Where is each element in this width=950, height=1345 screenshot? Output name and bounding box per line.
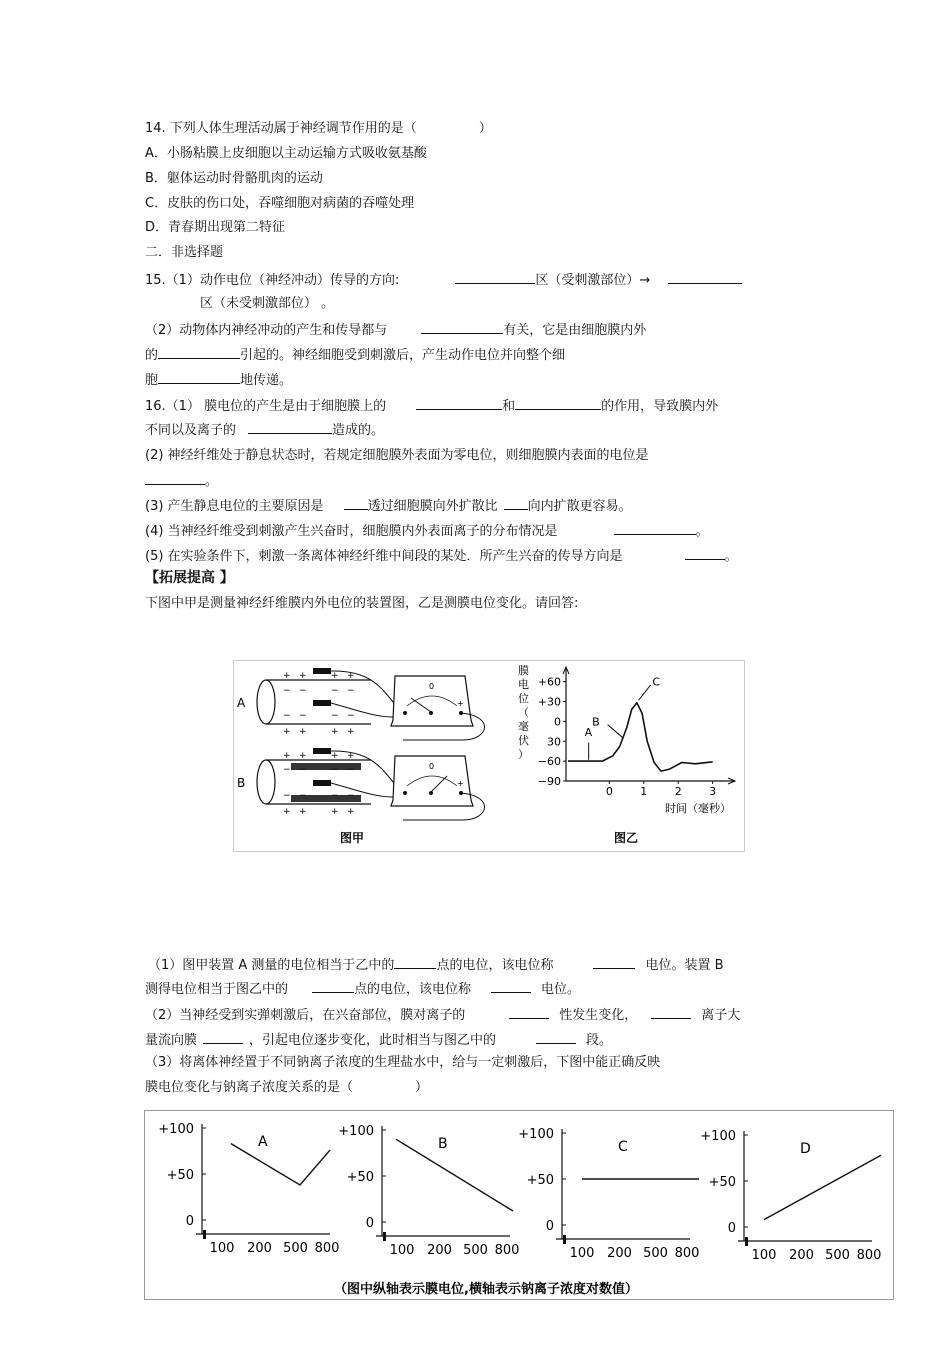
meter-a-terminal — [429, 711, 433, 715]
chart-yi-ylabel — [518, 663, 529, 761]
ylabel-char: 电 — [518, 678, 529, 691]
sub-l6-text: 膜电位变化与钠离子浓度关系的是（ — [145, 1080, 354, 1095]
meter-b-zero: 0 — [429, 762, 435, 771]
mini-title: B — [438, 1136, 448, 1152]
mini-xtick-label: 800 — [674, 1246, 700, 1261]
chart-yi-xtick-label: 3 — [709, 785, 717, 798]
chart-yi-xtick-label: 0 — [605, 785, 613, 798]
sub-l4-mid: ，引起电位逐步变化，此时相当与图乙中的 — [249, 1033, 497, 1048]
charge: + — [347, 751, 355, 761]
electrode-a-inner — [313, 700, 331, 706]
sub-l1-mid: 点的电位，该电位称 — [436, 958, 554, 973]
sub-line5: （3）将离体神经置于不同钠离子浓度的生理盐水中，给与一定刺激后，下图中能正确反映 — [145, 1055, 661, 1070]
charge: + — [283, 727, 291, 737]
figure-1-frame — [234, 661, 745, 852]
chart-yi-ytick-label: +60 — [537, 675, 561, 689]
mini-axis-break — [383, 1232, 386, 1241]
electrode-b-inner — [313, 780, 331, 786]
charge: + — [347, 727, 355, 737]
fiber-b-band — [291, 795, 361, 802]
q15-l4-end: 引起的。神经细胞受到刺激后，产生动作电位并向整个细 — [240, 348, 566, 363]
sub-blank-2[interactable] — [593, 955, 635, 969]
ylabel-char: 伏 — [518, 734, 529, 747]
charge: − — [283, 711, 291, 721]
meter-b-terminal — [429, 791, 433, 795]
charge: − — [299, 686, 307, 696]
sub-l2-text: 测得电位相当于图乙中的 — [145, 982, 289, 997]
q16-blank-8[interactable] — [685, 546, 725, 560]
charge: − — [331, 711, 339, 721]
mini-xtick-label: 100 — [389, 1243, 415, 1258]
q16-l2-text: 不同以及离子的 — [145, 423, 237, 438]
meter-b-plus: + — [457, 779, 464, 788]
charge: + — [283, 751, 291, 761]
chart-yi-xtick-label: 2 — [674, 785, 682, 798]
mini-ytick-label: 0 — [365, 1216, 374, 1231]
chart-yi-label-c: C — [652, 675, 661, 689]
apparatus-b-label: B — [237, 776, 246, 790]
fiber-b-end — [257, 760, 275, 804]
q16-line3: (2) 神经纤维处于静息状态时，若规定细胞膜外表面为零电位，则细胞膜内表面的电位是 — [145, 448, 649, 463]
sub-l2-end: 电位。 — [541, 982, 581, 997]
mini-axis-break — [563, 1235, 566, 1244]
mini-axis-break — [203, 1230, 206, 1239]
meter-a-zero: 0 — [429, 682, 435, 691]
charge: − — [283, 765, 291, 775]
mini-xtick-label: 800 — [494, 1243, 520, 1258]
q16-l5-mid: 透过细胞膜向外扩散比 — [367, 499, 498, 514]
q15-line4 — [145, 345, 565, 365]
sub-blank-6[interactable] — [651, 1005, 691, 1019]
charge: + — [299, 807, 307, 817]
charge: − — [299, 711, 307, 721]
mini-ytick-label: +50 — [708, 1175, 736, 1190]
q16-l7-end: 。 — [724, 549, 738, 564]
q16-line1 — [145, 396, 718, 416]
sub-blank-5[interactable] — [509, 1005, 549, 1019]
mini-xtick-label: 800 — [314, 1241, 340, 1256]
meter-a-plus: + — [457, 699, 464, 708]
sub-line1 — [148, 955, 724, 975]
ylabel-char: 膜 — [518, 664, 529, 677]
q15-line3 — [145, 320, 646, 340]
ylabel-char: 位 — [518, 692, 529, 705]
mini-ytick-label: +100 — [338, 1124, 374, 1139]
q14-option-c: C．皮肤的伤口处，吞噬细胞对病菌的吞噬处理 — [145, 196, 415, 211]
q15-l3-end: 有关，它是由细胞膜内外 — [503, 323, 647, 338]
mini-title: C — [618, 1139, 628, 1155]
ylabel-char: 毫 — [518, 720, 529, 733]
mini-ytick-label: +100 — [518, 1127, 554, 1142]
q14-stem-text: 14. 下列人体生理活动属于神经调节作用的是（ — [145, 121, 417, 136]
q16-blank-2[interactable] — [515, 396, 601, 410]
ylabel-char: ） — [518, 748, 529, 761]
q15-l5-text: 胞 — [145, 373, 159, 388]
charge: + — [299, 727, 307, 737]
mini-xtick-label: 500 — [643, 1246, 668, 1261]
mini-xtick-label: 100 — [209, 1241, 235, 1256]
charge: + — [331, 751, 339, 761]
q16-line4 — [145, 471, 218, 491]
mini-axis-break — [745, 1237, 748, 1246]
mini-xtick-label: 200 — [247, 1241, 272, 1256]
section-heading: 二．非选择题 — [145, 245, 224, 260]
q16-blank-1[interactable] — [416, 396, 502, 410]
mini-ytick-label: 0 — [727, 1221, 736, 1236]
electrode-b-outer — [313, 748, 331, 754]
q15-blank-3[interactable] — [421, 320, 503, 334]
q15-blank-2[interactable] — [668, 270, 742, 284]
caption-yi: 图乙 — [614, 831, 639, 845]
q15-l4-text: 的 — [145, 348, 159, 363]
q16-blank-5[interactable] — [344, 496, 368, 510]
mini-title: D — [800, 1141, 811, 1157]
fiber-a-end — [257, 680, 275, 724]
mini-xtick-label: 500 — [463, 1243, 488, 1258]
q15-l1-mid: 区（受刺激部位）→ — [535, 273, 651, 288]
q16-blank-4[interactable] — [145, 471, 205, 485]
sub-l3-mid: 性发生变化， — [559, 1008, 638, 1023]
charge: + — [283, 807, 291, 817]
q16-l7-text: (5) 在实验条件下，刺激一条离体神经纤维中间段的某处．所产生兴奋的传导方向是 — [145, 549, 623, 564]
sub-blank-8[interactable] — [536, 1030, 576, 1044]
electrode-a-outer — [313, 668, 331, 674]
charge: + — [283, 671, 291, 681]
mini-ytick-label: +50 — [166, 1168, 194, 1183]
charge: + — [331, 807, 339, 817]
q16-l1-end: 的作用，导致膜内外 — [601, 399, 719, 414]
charge: + — [347, 807, 355, 817]
q16-l5-end: 向内扩散更容易。 — [527, 499, 632, 514]
q16-l6-text: (4) 当神经纤维受到刺激产生兴奋时，细胞膜内外表面离子的分布情况是 — [145, 524, 558, 539]
sub-line4 — [145, 1030, 612, 1050]
mini-ytick-label: +100 — [700, 1129, 736, 1144]
q16-blank-3[interactable] — [248, 420, 332, 434]
mini-xtick-label: 200 — [607, 1246, 632, 1261]
mini-ytick-label: +50 — [346, 1170, 374, 1185]
q16-blank-6[interactable] — [504, 496, 528, 510]
q15-line2: 区（未受刺激部位） 。 — [200, 296, 335, 311]
charge: − — [347, 686, 355, 696]
extension-title: 【拓展提高 】 — [145, 570, 234, 586]
sub-l2-mid: 点的电位，该电位称 — [354, 982, 472, 997]
fiber-b-band — [291, 763, 361, 770]
sub-blank-3[interactable] — [312, 979, 354, 993]
q16-l4-end: 。 — [205, 474, 219, 489]
q14-stem — [145, 120, 492, 138]
mini-xtick-label: 200 — [789, 1248, 814, 1263]
q15-blank-4[interactable] — [158, 345, 240, 359]
charge: + — [347, 671, 355, 681]
q14-option-d: D．青春期出现第二特征 — [145, 220, 286, 235]
figure-2 — [144, 1110, 894, 1300]
sub-l6-end: ） — [415, 1080, 429, 1095]
mini-ytick-label: +50 — [526, 1173, 554, 1188]
sub-line3 — [145, 1005, 740, 1025]
sub-l1-end: 电位。装置 B — [645, 958, 724, 973]
q16-l5-text: (3) 产生静息电位的主要原因是 — [145, 499, 324, 514]
sub-line2 — [145, 979, 580, 999]
mini-xtick-label: 800 — [856, 1248, 882, 1263]
mini-title: A — [258, 1134, 268, 1150]
q14-stem-end: ） — [478, 121, 492, 136]
mini-xtick-label: 100 — [751, 1248, 777, 1263]
charge: − — [283, 686, 291, 696]
sub-line6 — [145, 1079, 428, 1097]
mini-xtick-label: 100 — [569, 1246, 595, 1261]
q16-l1-text: 16.（1） 膜电位的产生是由于细胞膜上的 — [145, 399, 387, 414]
sub-l3-text: （2）当神经受到实弹刺激后，在兴奋部位，膜对离子的 — [145, 1008, 466, 1023]
q15-l1-text: 15.（1）动作电位（神经冲动）传导的方向: — [145, 273, 400, 288]
sub-l1-text: （1）图甲装置 A 测量的电位相当于乙中的 — [148, 958, 395, 973]
charge: + — [331, 727, 339, 737]
charge: + — [299, 671, 307, 681]
q16-l1-and: 和 — [502, 399, 516, 414]
figure-1 — [233, 660, 745, 852]
q16-line5 — [145, 496, 632, 516]
charge: + — [331, 671, 339, 681]
mini-ytick-label: 0 — [545, 1219, 554, 1234]
charge: − — [331, 686, 339, 696]
mini-xtick-label: 500 — [825, 1248, 850, 1263]
charge: − — [347, 711, 355, 721]
q16-line7 — [145, 546, 738, 566]
mini-ytick-label: +100 — [158, 1122, 194, 1137]
q16-l2-end: 造成的。 — [332, 423, 385, 438]
q15-l5-end: 地传递。 — [240, 373, 293, 388]
chart-yi-label-a: A — [584, 725, 593, 739]
ylabel-char: （ — [518, 706, 529, 719]
q15-line5 — [145, 370, 292, 390]
q15-blank-1[interactable] — [455, 270, 535, 284]
chart-yi-ytick-label: +30 — [537, 695, 561, 709]
charge: + — [299, 751, 307, 761]
sub-blank-1[interactable] — [394, 955, 436, 969]
q15-line1 — [145, 270, 742, 290]
sub-blank-7[interactable] — [203, 1030, 243, 1044]
figure-2-caption: （图中纵轴表示膜电位,横轴表示钠离子浓度对数值） — [334, 1282, 638, 1297]
q15-l3-text: （2）动物体内神经冲动的产生和传导都与 — [145, 323, 388, 338]
q16-line6 — [145, 521, 709, 541]
sub-l4-text: 量流向膜 — [145, 1033, 198, 1048]
chart-yi-ytick-label: −90 — [537, 775, 561, 788]
sub-l3-end: 离子大 — [701, 1008, 741, 1023]
q15-blank-5[interactable] — [158, 370, 240, 384]
mini-xtick-label: 200 — [427, 1243, 452, 1258]
sub-blank-4[interactable] — [491, 979, 531, 993]
caption-jia: 图甲 — [340, 831, 365, 845]
chart-yi-xlabel: 时间（毫秒） — [665, 802, 731, 815]
q16-line2 — [145, 420, 384, 440]
chart-yi-xtick-label: 1 — [640, 785, 648, 798]
chart-yi-ytick-label: 30 — [547, 735, 561, 749]
extension-intro: 下图中甲是测量神经纤维膜内外电位的装置图，乙是测膜电位变化。请回答: — [145, 596, 579, 611]
q16-blank-7[interactable] — [614, 521, 696, 535]
chart-yi-ytick-label: −60 — [537, 755, 561, 769]
chart-yi-label-b: B — [592, 715, 600, 729]
apparatus-a-label: A — [237, 696, 246, 710]
mini-ytick-label: 0 — [185, 1214, 194, 1229]
sub-l4-end: 段。 — [586, 1033, 613, 1048]
chart-yi-ytick-label: 0 — [554, 715, 561, 729]
q16-l6-end: 。 — [695, 524, 709, 539]
meter-a-terminal — [403, 711, 407, 715]
charge: − — [283, 791, 291, 801]
q14-option-a: A．小肠粘膜上皮细胞以主动运输方式吸收氨基酸 — [145, 146, 427, 161]
q14-option-b: B．躯体运动时骨骼肌肉的运动 — [145, 171, 323, 186]
mini-xtick-label: 500 — [283, 1241, 308, 1256]
meter-b-terminal — [403, 791, 407, 795]
